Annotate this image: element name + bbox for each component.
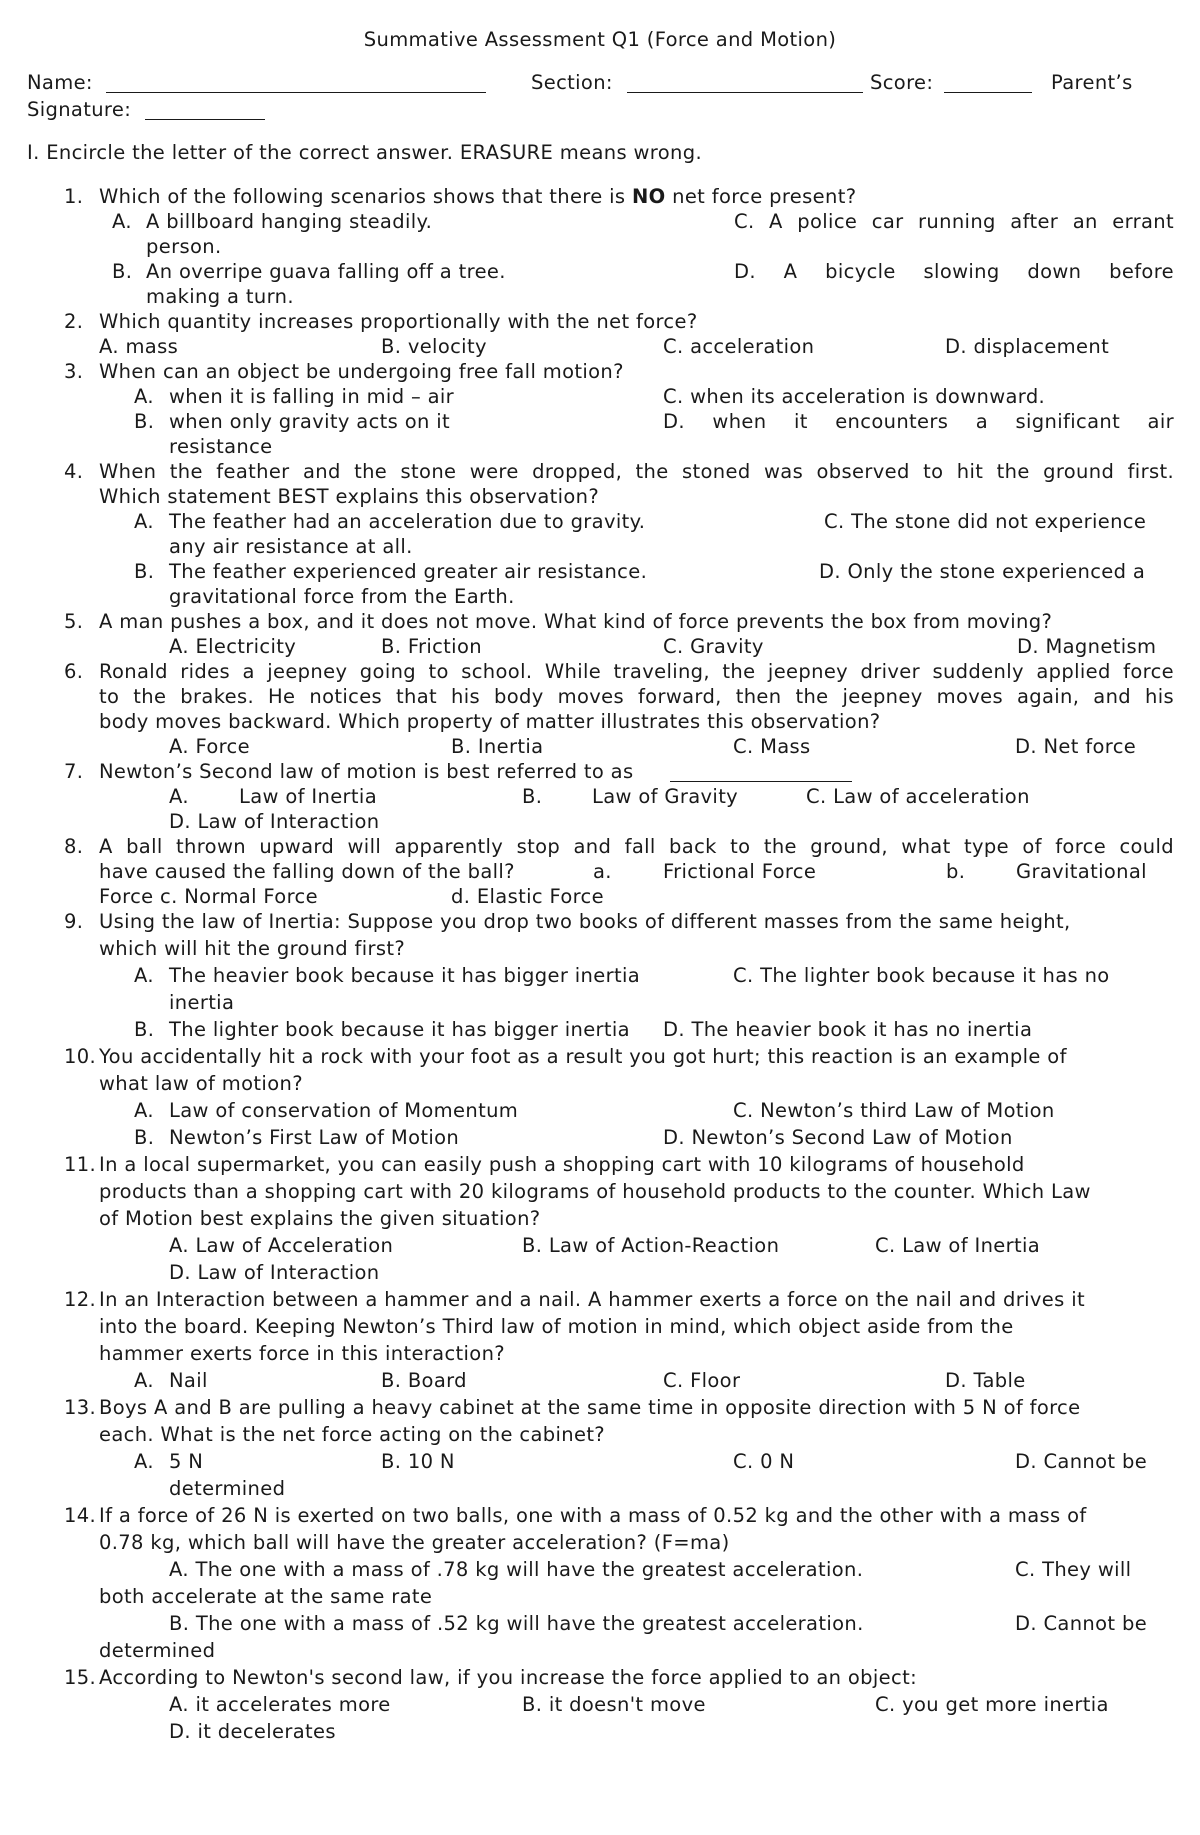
option-a[interactable]: A. mass (99, 335, 179, 358)
option-b[interactable]: B. it doesn't move (522, 1693, 706, 1716)
option-c[interactable]: C. They will (1015, 1558, 1132, 1581)
option-a: 5 N (169, 1450, 204, 1473)
option-b[interactable]: B. velocity (381, 335, 487, 358)
question-stem: body moves backward. Which property of matter illustrates this observation? (99, 710, 881, 733)
option-d[interactable]: D. Net force (1015, 735, 1137, 758)
option-d[interactable]: D. it decelerates (169, 1720, 336, 1743)
option-a: when it is falling in mid – air (169, 385, 455, 408)
option-d[interactable]: D. The heavier book it has no inertia (663, 1018, 1033, 1041)
question-stem: You accidentally hit a rock with your foot as a result you got hurt; this reaction is an example of (99, 1045, 1067, 1068)
option-b-cont: gravitational force from the Earth. (169, 585, 515, 608)
option-letter[interactable]: B. (134, 1126, 155, 1149)
answer-blank[interactable] (670, 761, 852, 782)
question-stem: In an Interaction between a hammer and a nail. A hammer exerts a force on the nail and drives it (99, 1288, 1085, 1311)
question-number: 4. (64, 460, 84, 483)
question-stem: products than a shopping cart with 20 kilograms of household products to the counter. Which Law (99, 1180, 1091, 1203)
option-letter[interactable]: A. (134, 964, 154, 987)
question-stem: Ronald rides a jeepney going to school. While traveling, the jeepney driver suddenly applied force (99, 660, 1174, 683)
option-c-cont: both accelerate at the same rate (99, 1585, 433, 1608)
option-c-cont: inertia (169, 991, 235, 1014)
option-d[interactable]: D. Law of Interaction (169, 1261, 380, 1284)
page-title: Summative Assessment Q1 (Force and Motion) (363, 28, 837, 51)
question-stem: to the brakes. He notices that his body moves forward, then the jeepney moves again, and his (99, 685, 1174, 708)
option-b: The feather experienced greater air resistance. (169, 560, 648, 583)
option-d[interactable]: D. Magnetism (1017, 635, 1157, 658)
option-a: Frictional Force (663, 860, 817, 883)
name-blank[interactable] (106, 72, 486, 93)
option-letter[interactable]: B. (134, 410, 155, 433)
option-c[interactable]: C. The stone did not experience (824, 510, 1147, 533)
option-d[interactable]: D. Cannot be (1015, 1612, 1148, 1635)
question-stem: of Motion best explains the given situation? (99, 1207, 541, 1230)
question-stem: Newton’s Second law of motion is best referred to as (99, 760, 634, 783)
option-letter[interactable]: A. (134, 510, 154, 533)
option-d-cont: determined (99, 1639, 216, 1662)
option-b[interactable]: B. Law of Action-Reaction (522, 1234, 780, 1257)
question-number: 13. (64, 1396, 97, 1419)
option-c[interactable]: C. Floor (663, 1369, 741, 1392)
question-number: 12. (64, 1288, 97, 1311)
section-blank[interactable] (627, 72, 863, 93)
option-b[interactable]: B. Inertia (451, 735, 544, 758)
option-letter[interactable]: b. (946, 860, 966, 883)
option-c[interactable]: C. 0 N (733, 1450, 795, 1473)
option-b[interactable]: B. 10 N (381, 1450, 455, 1473)
question-stem: have caused the falling down of the ball? (99, 860, 515, 883)
option-a[interactable]: A. it accelerates more (169, 1693, 391, 1716)
question-number: 8. (64, 835, 84, 858)
option-d[interactable]: D. Cannot be (1015, 1450, 1148, 1473)
option-b[interactable]: B. Friction (381, 635, 482, 658)
question-stem: A man pushes a box, and it does not move. What kind of force prevents the box from moving? (99, 610, 1053, 633)
option-letter[interactable]: A. (134, 1369, 154, 1392)
question-stem: into the board. Keeping Newton’s Third law of motion in mind, which object aside from the (99, 1315, 1014, 1338)
option-d[interactable]: D. Table (945, 1369, 1026, 1392)
option-b[interactable]: B. The one with a mass of .52 kg will have the greatest acceleration. (169, 1612, 864, 1635)
question-stem: Which statement BEST explains this observation? (99, 485, 600, 508)
option-b: when only gravity acts on it (169, 410, 451, 433)
question-number: 5. (64, 610, 84, 633)
option-c[interactable]: C. Newton’s third Law of Motion (733, 1099, 1055, 1122)
option-letter[interactable]: B. (112, 260, 133, 283)
signature-blank[interactable] (145, 99, 265, 120)
option-letter[interactable]: B. (134, 1018, 155, 1041)
option-b: Newton’s First Law of Motion (169, 1126, 460, 1149)
option-letter[interactable]: B. (134, 560, 155, 583)
option-b: Gravitational (1016, 860, 1147, 883)
option-d-cont: resistance (169, 435, 273, 458)
score-blank[interactable] (944, 72, 1032, 93)
emphasis-no: NO (631, 185, 666, 208)
option-c[interactable]: C. you get more inertia (875, 1693, 1109, 1716)
option-a: Law of conservation of Momentum (169, 1099, 519, 1122)
signature-label: Signature: (27, 98, 132, 121)
question-stem: Boys A and B are pulling a heavy cabinet at the same time in opposite direction with 5 N of force (99, 1396, 1081, 1419)
score-label: Score: (870, 71, 934, 94)
question-number: 10. (64, 1045, 97, 1068)
option-c[interactable]: C. Gravity (663, 635, 764, 658)
question-number: 1. (64, 185, 84, 208)
question-number: 14. (64, 1504, 97, 1527)
question-stem: In a local supermarket, you can easily push a shopping cart with 10 kilograms of household (99, 1153, 1025, 1176)
question-stem: which will hit the ground first? (99, 937, 406, 960)
option-letter[interactable]: A. (112, 210, 132, 233)
option-d-cont: making a turn. (146, 285, 294, 308)
question-stem: each. What is the net force acting on the cabinet? (99, 1423, 606, 1446)
option-letter[interactable]: A. (134, 385, 154, 408)
question-stem: what law of motion? (99, 1072, 303, 1095)
option-b[interactable]: B. Board (381, 1369, 467, 1392)
option-letter[interactable]: a. (593, 860, 612, 883)
option-letter[interactable]: B. (522, 785, 543, 808)
question-stem: 0.78 kg, which ball will have the greater acceleration? (F=ma) (99, 1531, 730, 1554)
question-number: 11. (64, 1153, 97, 1176)
option-d[interactable]: D. Law of Interaction (169, 810, 380, 833)
option-b: An overripe guava falling off a tree. (146, 260, 506, 283)
option-a-cont: any air resistance at all. (169, 535, 413, 558)
question-stem: Which quantity increases proportionally with the net force? (99, 310, 698, 333)
option-d-cont: determined (169, 1477, 286, 1500)
option-a: Nail (169, 1369, 208, 1392)
option-d[interactable]: D. Only the stone experienced a (819, 560, 1146, 583)
instruction: I. Encircle the letter of the correct answer. ERASURE means wrong. (27, 141, 703, 164)
question-stem: hammer exerts force in this interaction? (99, 1342, 505, 1365)
option-c[interactable]: C. Law of Inertia (875, 1234, 1041, 1257)
question-stem: Using the law of Inertia: Suppose you drop two books of different masses from the same height, (99, 910, 1071, 933)
option-a[interactable]: A. Electricity (169, 635, 297, 658)
question-number: 6. (64, 660, 84, 683)
option-d[interactable]: d. Elastic Force (451, 885, 604, 908)
option-c-cont: person. (146, 235, 222, 258)
option-letter[interactable]: A. (134, 1450, 154, 1473)
option-c[interactable]: C. when its acceleration is downward. (663, 385, 1046, 408)
parent-label: Parent’s (1051, 71, 1133, 94)
option-letter[interactable]: A. (169, 785, 189, 808)
option-c: C. A police car running after an errant (734, 210, 1174, 233)
question-stem: According to Newton's second law, if you increase the force applied to an object: (99, 1666, 917, 1689)
option-b: The lighter book because it has bigger inertia (169, 1018, 630, 1041)
question-stem: If a force of 26 N is exerted on two balls, one with a mass of 0.52 kg and the other with a mass of (99, 1504, 1087, 1527)
option-a: The feather had an acceleration due to gravity. (169, 510, 646, 533)
question-stem: A ball thrown upward will apparently stop and fall back to the ground, what type of force could (99, 835, 1174, 858)
section-label: Section: (531, 71, 613, 94)
option-a: The heavier book because it has bigger inertia (169, 964, 641, 987)
question-number: 9. (64, 910, 84, 933)
option-letter[interactable]: A. (134, 1099, 154, 1122)
question-stem: Which of the following scenarios shows that there is NO net force present? (99, 185, 857, 208)
question-stem: When the feather and the stone were dropped, the stoned was observed to hit the ground first. (99, 460, 1174, 483)
question-number: 7. (64, 760, 84, 783)
option-a[interactable]: A. Law of Acceleration (169, 1234, 394, 1257)
option-d: D. A bicycle slowing down before (734, 260, 1174, 283)
option-a[interactable]: A. The one with a mass of .78 kg will have the greatest acceleration. (169, 1558, 864, 1581)
option-b: Law of Gravity (592, 785, 739, 808)
option-c[interactable]: Force c. Normal Force (99, 885, 318, 908)
option-a: A billboard hanging steadily. (146, 210, 433, 233)
question-stem: When can an object be undergoing free fall motion? (99, 360, 624, 383)
option-a[interactable]: A. Force (169, 735, 250, 758)
option-d[interactable]: D. when it encounters a significant air (663, 410, 1174, 433)
name-label: Name: (27, 71, 93, 94)
option-c[interactable]: C. Mass (733, 735, 811, 758)
option-c[interactable]: C. The lighter book because it has no (733, 964, 1110, 987)
question-number: 15. (64, 1666, 97, 1689)
option-d[interactable]: D. displacement (945, 335, 1110, 358)
option-a: Law of Inertia (239, 785, 377, 808)
question-number: 3. (64, 360, 84, 383)
question-number: 2. (64, 310, 84, 333)
option-c[interactable]: C. acceleration (663, 335, 815, 358)
option-c[interactable]: C. Law of acceleration (806, 785, 1030, 808)
option-d[interactable]: D. Newton’s Second Law of Motion (663, 1126, 1013, 1149)
